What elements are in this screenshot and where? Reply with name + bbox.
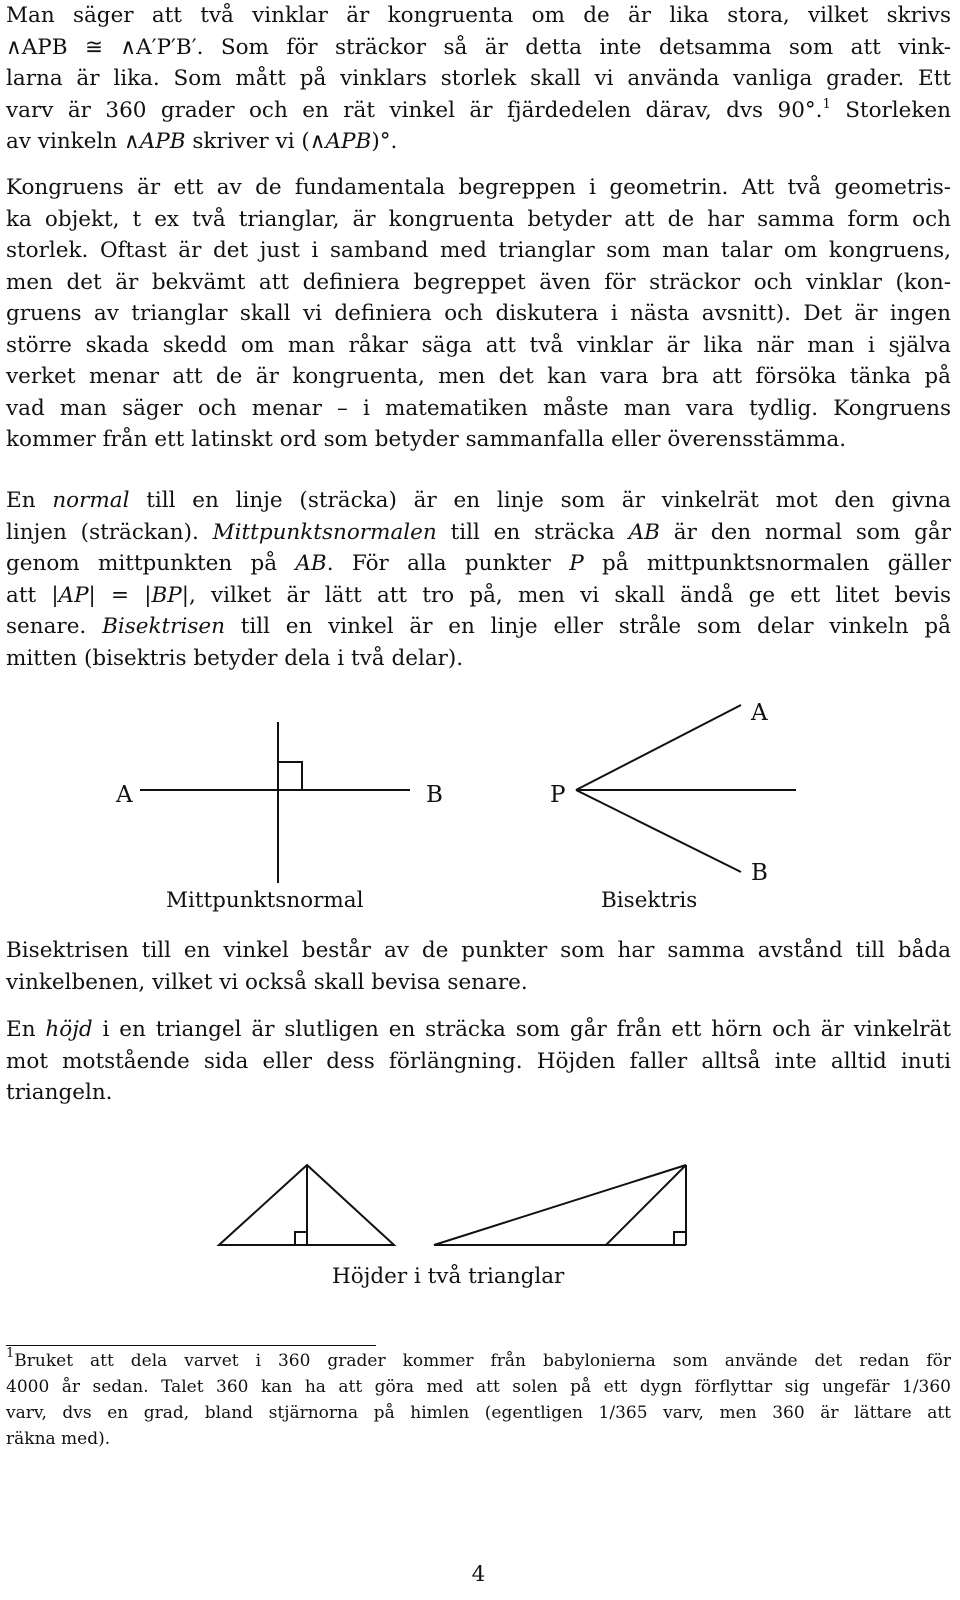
text-span: ) (371, 129, 380, 154)
text-line: Bisektrisen till en vinkel består av de punkter som har samma avstånd till båda (6, 938, 951, 963)
text-span: till en sträcka (436, 519, 629, 545)
text-line (6, 126, 951, 158)
text-span: av vinkeln (6, 129, 124, 154)
text-line (6, 95, 951, 127)
figure-normal-bisector (6, 700, 951, 930)
text-line: mitten (bisektris betyder dela i två delar). (6, 645, 464, 671)
right-angle-mark (674, 1232, 686, 1245)
term-bisektrisen: Bisektrisen (102, 614, 225, 639)
text-line: verket menar att de är kongruenta, men det kan vara bra att försöka tänka på (6, 364, 951, 389)
text-span: är den normal som går (659, 519, 951, 545)
text-span: i en triangel är slutligen en sträcka som går från ett hörn och är vinkelrät (92, 1017, 951, 1042)
figure-heights (6, 1160, 951, 1280)
text-line: räkna med). (6, 1429, 111, 1449)
label-b-right: B (751, 860, 768, 886)
label-a-right: A (751, 700, 768, 726)
text-line: varv, dvs en grad, bland stjärnorna på himlen (egentligen 1/365 varv, men 360 är lättare att (6, 1403, 951, 1423)
text-line: 4000 år sedan. Talet 360 kan ha att göra med att solen på ett dygn förflyttar sig ungefär 1/360 (6, 1377, 951, 1397)
caption-mittpunktsnormal: Mittpunktsnormal (166, 888, 364, 913)
paragraph-congruent-angles (6, 0, 951, 158)
text-line (6, 485, 951, 517)
text-span: på mittpunktsnormalen gäller (583, 551, 951, 576)
right-angle-mark (295, 1232, 307, 1245)
text-line: storlek. Oftast är det just i samband med trianglar som man talar om kongruens, (6, 238, 951, 263)
text-line (6, 580, 951, 612)
math-angle: ∧APB (123, 129, 186, 154)
footnote-mark: 1 (6, 1346, 15, 1361)
text-line (6, 517, 951, 549)
term-mittpunktsnormalen: Mittpunktsnormalen (212, 519, 437, 545)
text-line: larna är lika. Som mått på vinklars storlek skall vi använda vanliga grader. Ett (6, 66, 951, 91)
triangle-obtuse (434, 1165, 686, 1245)
document-page (6, 0, 951, 1600)
text-span: . För alla punkter (326, 551, 570, 576)
footnote-ref: 1 (822, 96, 831, 112)
text-line: större skada skedd om man råkar säga att två vinklar är lika när man i själva (6, 332, 951, 358)
text-line (6, 548, 951, 580)
text-span: till en vinkel är en linje eller stråle som delar vinkeln på (224, 614, 952, 639)
term-hojd: höjd (45, 1017, 93, 1042)
text-span: till en linje (sträcka) är en linje som är vinkelrät mot den givna (129, 488, 951, 513)
text-span: En (6, 488, 53, 513)
text-line: ka objekt, t ex två trianglar, är kongruenta betyder att de har samma form och (6, 206, 951, 232)
caption-hojder: Höjder i två trianglar (332, 1264, 565, 1289)
paragraph-normal (6, 485, 951, 674)
right-angle-mark (278, 762, 302, 790)
text-line: Man säger att två vinklar är kongruenta om de är lika stora, vilket skrivs (6, 3, 951, 28)
text-line: mot motstående sida eller dess förlängning. Höjden faller alltså inte alltid inuti (6, 1048, 951, 1074)
text-line: vad man säger och menar – i matematiken måste man vara tydlig. Kongruens (6, 395, 951, 421)
text-span: genom mittpunkten på (6, 551, 296, 576)
text-span: varv är 360 grader och en rät vinkel är fjärdedelen därav, dvs 90 (6, 97, 805, 123)
text-span: , vilket är lätt att tro på, men vi skall ändå ge ett litet bevis (188, 582, 951, 608)
page-number: 4 (471, 1562, 486, 1587)
text-line: kommer från ett latinskt ord som betyder sammanfalla eller överensstämma. (6, 427, 847, 452)
math-segment: AB (628, 519, 660, 545)
math-angle: ∧APB (309, 129, 372, 154)
text-line: gruens av trianglar skall vi definiera och diskutera i nästa avsnitt). Det är ingen (6, 301, 951, 326)
footnote (6, 1348, 951, 1452)
text-span: Bruket att dela varvet i 360 grader kommer från babylonierna som använde det redan för (14, 1351, 951, 1371)
paragraph-congruence (6, 172, 951, 456)
text-span: linjen (sträckan). (6, 519, 213, 545)
text-span: senare. (6, 614, 103, 639)
math-segment: AB (295, 551, 327, 576)
term-normal: normal (52, 488, 130, 513)
angle-ray-a (576, 705, 741, 790)
text-line (6, 611, 951, 643)
angle-ray-b (576, 790, 741, 872)
text-span: att (6, 582, 52, 608)
label-p: P (550, 782, 566, 808)
paragraph-height (6, 1014, 951, 1109)
text-span: En (6, 1017, 46, 1042)
text-span: Storleken (830, 97, 951, 123)
math-point: P (569, 551, 584, 576)
paragraph-bisector-property (6, 935, 951, 998)
text-line: ∧APB ≅ ∧A′P′B′. Som för sträckor så är detta inte detsamma som att vink- (6, 34, 951, 60)
text-line: vinkelbenen, vilket vi också skall bevisa senare. (6, 969, 528, 995)
math-equation: |AP| = |BP| (51, 582, 189, 608)
text-span: °. (379, 129, 398, 154)
label-b-left: B (426, 782, 443, 808)
text-line: Kongruens är ett av de fundamentala begreppen i geometrin. Att två geometris- (6, 175, 951, 200)
text-line: triangeln. (6, 1080, 113, 1105)
text-line: men det är bekvämt att definiera begreppet även för sträckor och vinklar (kon- (6, 269, 951, 295)
caption-bisektris: Bisektris (601, 888, 698, 913)
text-span: °. (804, 97, 823, 123)
text-line (6, 1014, 951, 1046)
text-line (6, 1348, 951, 1374)
text-span: skriver vi ( (185, 129, 310, 154)
footnote-rule (6, 1345, 376, 1346)
label-a-left: A (116, 782, 133, 808)
